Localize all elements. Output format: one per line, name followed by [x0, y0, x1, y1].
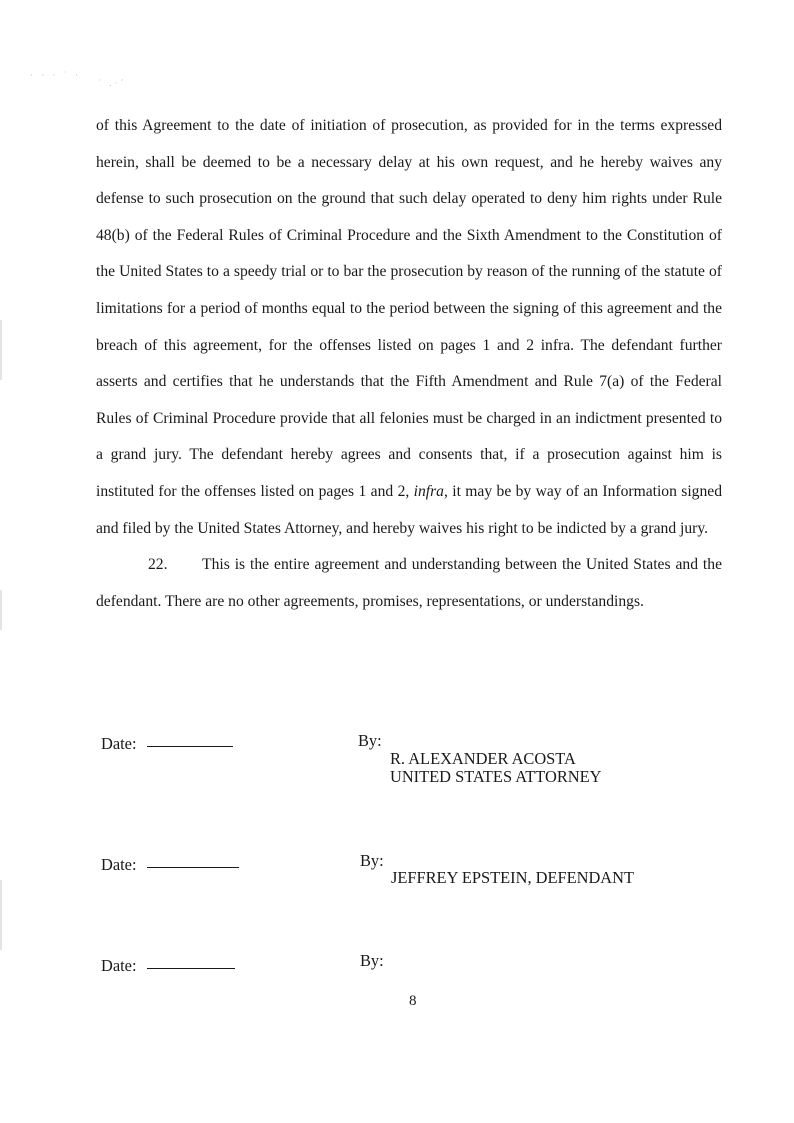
page-number: 8 [409, 993, 417, 1009]
paragraph-number: 22. [148, 556, 168, 574]
date-line-3 [101, 956, 235, 976]
date-label: Date: [101, 956, 137, 975]
continued-paragraph-text-end: , it may be by way of an Information signed and filed by the United States Attorney, and hereby waives his right to be indicted by a grand jury. [96, 482, 722, 537]
date-line-2 [101, 855, 239, 875]
continued-paragraph-text: of this Agreement to the date of initiation of prosecution, as provided for in the terms expressed herein, shall be deemed to be a necessary delay at his own request, and he hereby waives any defense to such prosecution on the ground that such delay operated to deny him rights under Rule 48(b) of the Federal Rules of Criminal Procedure and the Sixth Amendment to the Constitution of the United States to a speedy trial or to bar the prosecution by reason of the running of the statute of limitations for a period of months equal to the period between the signing of this agreement and the breach of this agreement, for the offenses listed on pages 1 and 2 infra. The defendant further asserts and certifies that he understands that the Fifth Amendment and Rule 7(a) of the Federal Rules of Criminal Procedure provide that all felonies must be charged in an indictment presented to a grand jury. The defendant hereby agrees and consents that, if a prosecution against him is instituted for the offenses listed on pages 1 and 2, [96, 117, 722, 500]
by-label: By: [360, 951, 384, 970]
scan-edge-mark [0, 320, 2, 380]
signatory-title: UNITED STATES ATTORNEY [390, 767, 602, 786]
by-label: By: [358, 731, 382, 750]
by-label: By: [360, 851, 384, 870]
scan-speck: · · · ˙ · [30, 70, 81, 80]
signatory-name: R. ALEXANDER ACOSTA [390, 749, 576, 768]
scan-speck: ˙ .·´ [98, 78, 127, 88]
signatory-name: JEFFREY EPSTEIN, DEFENDANT [391, 868, 634, 887]
agreement-body [96, 108, 722, 620]
paragraph-22-text: This is the entire agreement and understanding between the United States and the defendant. There are no other agreements, promises, representations, or understandings. [96, 556, 722, 610]
date-label: Date: [101, 734, 137, 753]
scan-edge-mark [0, 880, 2, 950]
scan-edge-mark [0, 590, 2, 630]
date-blank [147, 745, 233, 747]
date-blank [147, 967, 235, 969]
date-blank [147, 866, 239, 868]
date-label: Date: [101, 855, 137, 874]
italic-infra: infra [413, 482, 444, 500]
continued-paragraph [96, 108, 722, 547]
date-line-1 [101, 734, 233, 754]
paragraph-22 [96, 547, 722, 620]
